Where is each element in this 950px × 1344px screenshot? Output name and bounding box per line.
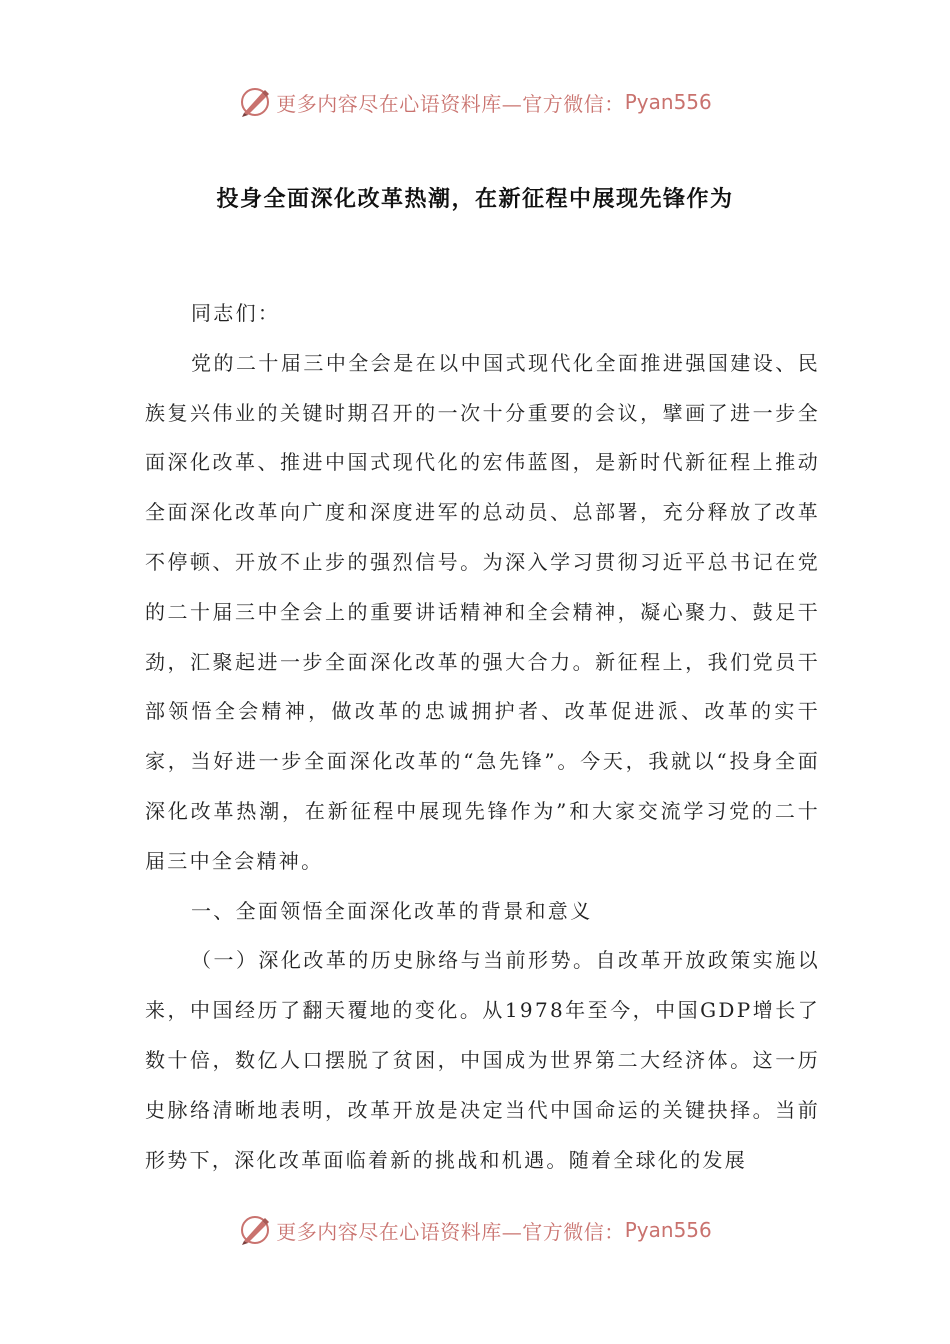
section-heading: 一、全面领悟全面深化改革的背景和意义 [191, 898, 593, 923]
document-body [145, 289, 820, 1185]
subsection-paragraph: （一）深化改革的历史脉络与当前形势。自改革开放政策实施以来，中国经历了翻天覆地的变化。从1978年至今，中国GDP增长了数十倍，数亿人口摆脱了贫困，中国成为世界第二大经济体。这一历史脉络清晰地表明，改革开放是决定当代中国命运的关键抉择。当前形势下，深化改革面临着新的挑战和机遇。随着全球化的发展 [145, 948, 820, 1172]
intro-paragraph: 党的二十届三中全会是在以中国式现代化全面推进强国建设、民族复兴伟业的关键时期召开的一次十分重要的会议，擘画了进一步全面深化改革、推进中国式现代化的宏伟蓝图，是新时代新征程上推动全面深化改革向广度和深度进军的总动员、总部署，充分释放了改革不停顿、开放不止步的强烈信号。为深入学习贯彻习近平总书记在党的二十届三中全会上的重要讲话精神和全会精神，凝心聚力、鼓足干劲，汇聚起进一步全面深化改革的强大合力。新征程上，我们党员干部领悟全会精神，做改革的忠诚拥护者、改革促进派、改革的实干家，当好进一步全面深化改革的“急先锋”。今天，我就以“投身全面深化改革热潮，在新征程中展现先锋作为”和大家交流学习党的二十届三中全会精神。 [145, 350, 820, 873]
watermark-wechat-id: Pyan556 [624, 90, 712, 114]
watermark-text: 更多内容尽在心语资料库—官方微信： [276, 91, 625, 116]
footer-watermark [0, 1210, 950, 1250]
header-watermark [0, 82, 950, 122]
watermark-wechat-id: Pyan556 [624, 1218, 712, 1242]
pen-logo-icon [238, 1213, 272, 1247]
pen-logo-icon [238, 85, 272, 119]
watermark-text: 更多内容尽在心语资料库—官方微信： [276, 1219, 625, 1244]
salutation-paragraph: 同志们： [191, 301, 281, 325]
document-title: 投身全面深化改革热潮，在新征程中展现先锋作为 [216, 187, 734, 212]
